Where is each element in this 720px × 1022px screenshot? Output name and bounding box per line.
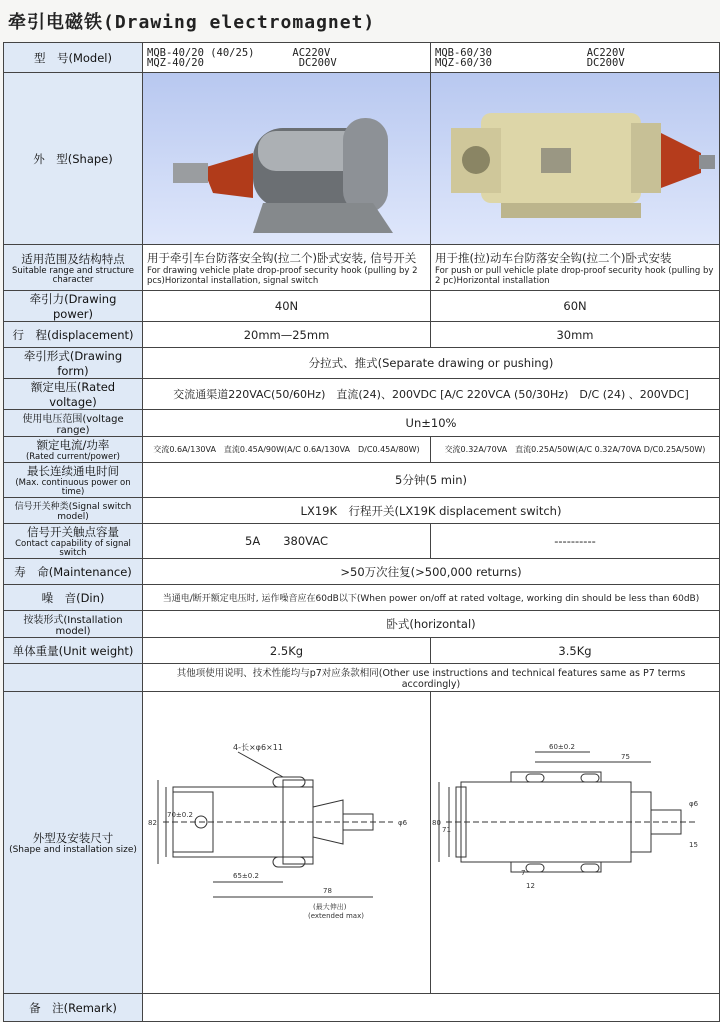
life-value: >50万次往复(>500,000 returns) xyxy=(143,559,720,585)
label-duty: 最长连续通电时间 (Max. continuous power on time) xyxy=(4,463,143,498)
dim-ext-cn: (最大伸出) xyxy=(313,903,347,911)
form-value: 分拉式、推式(Separate drawing or pushing) xyxy=(143,348,720,379)
dim-71: 71 xyxy=(442,826,451,834)
dim-holes: 4-长×φ6×11 xyxy=(233,743,283,752)
row-noise xyxy=(4,585,720,611)
power-right: 60N xyxy=(431,291,720,322)
dim-7: 7 xyxy=(521,869,526,877)
label-voltage: 额定电压(Rated voltage) xyxy=(4,379,143,410)
dim-phi6-left: φ6 xyxy=(398,819,408,827)
install-value: 卧式(horizontal) xyxy=(143,611,720,638)
switch-value: LX19K 行程开关(LX19K displacement switch) xyxy=(143,498,720,524)
row-dimensions xyxy=(4,692,720,994)
vrange-value: Un±10% xyxy=(143,410,720,437)
row-contact xyxy=(4,524,720,559)
row-displacement xyxy=(4,322,720,348)
row-vrange xyxy=(4,410,720,437)
row-weight xyxy=(4,638,720,664)
scope-left-en: For drawing vehicle plate drop-proof security hook (pulling by 2 pcs)Horizontal installation, signal switch xyxy=(147,265,418,286)
dim-70: 70±0.2 xyxy=(167,811,193,819)
row-model xyxy=(4,43,720,73)
dim-ext-en: (extended max) xyxy=(308,912,364,920)
label-displacement: 行 程(displacement) xyxy=(4,322,143,348)
photo-left xyxy=(143,73,430,244)
row-duty xyxy=(4,463,720,498)
model-left: MQB-40/20 (40/25) AC220V MQZ-40/20 DC200V xyxy=(147,46,337,69)
label-shape: 外 型(Shape) xyxy=(4,73,143,245)
noise-value: 当通电/断开额定电压时, 运作噪音应在60dB以下(When power on/off at rated voltage, working din should be less than 60dB) xyxy=(143,585,720,611)
label-power: 牵引力(Drawing power) xyxy=(4,291,143,322)
row-shape xyxy=(4,73,720,245)
dim-65: 65±0.2 xyxy=(233,872,259,880)
voltage-value: 交流通渠道220VAC(50/60Hz) 直流(24)、200VDC [A/C 220VCA (50/30Hz) D/C (24) 、200VDC] xyxy=(143,379,720,410)
remark-value xyxy=(143,994,720,1022)
contact-left: 5A 380VAC xyxy=(143,524,431,559)
power-left: 40N xyxy=(143,291,431,322)
label-install: 按装形式(Installation model) xyxy=(4,611,143,638)
contact-right: ---------- xyxy=(431,524,720,559)
dim-78: 78 xyxy=(323,887,332,895)
duty-value: 5分钟(5 min) xyxy=(143,463,720,498)
label-remark: 备 注(Remark) xyxy=(4,994,143,1022)
weight-left: 2.5Kg xyxy=(143,638,431,664)
row-install xyxy=(4,611,720,638)
dim-60: 60±0.2 xyxy=(549,743,575,751)
row-scope xyxy=(4,245,720,291)
row-remark xyxy=(4,994,720,1022)
label-switch: 信号开关种类(Signal switch model) xyxy=(4,498,143,524)
drawing-right xyxy=(431,692,719,993)
scope-right-cn: 用于推(拉)动车台防落安全钩(拉二个)卧式安装 xyxy=(435,250,672,265)
label-life: 寿 命(Maintenance) xyxy=(4,559,143,585)
row-life xyxy=(4,559,720,585)
dim-80: 80 xyxy=(432,819,441,827)
spec-table xyxy=(3,42,720,1022)
label-dimensions: 外型及安装尺寸 (Shape and installation size) xyxy=(4,692,143,994)
other-value: 其他项使用说明、技术性能均与p7对应条款相同(Other use instructions and technical features same as P7 terms accordingly) xyxy=(143,664,720,692)
dim-12: 12 xyxy=(526,882,535,890)
drawing-left xyxy=(143,692,430,993)
displacement-left: 20mm—25mm xyxy=(143,322,431,348)
model-right: MQB-60/30 AC220V MQZ-60/30 DC200V xyxy=(435,46,625,69)
row-power xyxy=(4,291,720,322)
dim-15: 15 xyxy=(689,841,698,849)
photo-right xyxy=(431,73,719,244)
label-model: 型 号(Model) xyxy=(4,43,143,73)
label-vrange: 使用电压范围(voltage range) xyxy=(4,410,143,437)
scope-right-en: For push or pull vehicle plate drop-proof security hook (pulling by 2 pc)Horizontal installation xyxy=(435,265,714,286)
label-weight: 单体重量(Unit weight) xyxy=(4,638,143,664)
label-noise: 噪 音(Din) xyxy=(4,585,143,611)
row-other xyxy=(4,664,720,692)
label-scope: 适用范围及结构特点 Suitable range and structure character xyxy=(4,245,143,291)
row-switch xyxy=(4,498,720,524)
page-title: 牵引电磁铁(Drawing electromagnet) xyxy=(8,12,376,33)
label-current: 额定电流/功率 (Rated current/power) xyxy=(4,437,143,463)
label-form: 牵引形式(Drawing form) xyxy=(4,348,143,379)
weight-right: 3.5Kg xyxy=(431,638,720,664)
current-right: 交流0.32A/70VA 直流0.25A/50W(A/C 0.32A/70VA D/C0.25A/50W) xyxy=(431,437,720,463)
row-current xyxy=(4,437,720,463)
row-voltage xyxy=(4,379,720,410)
dim-phi6-right: φ6 xyxy=(689,800,699,808)
displacement-right: 30mm xyxy=(431,322,720,348)
dim-82: 82 xyxy=(148,819,157,827)
label-contact: 信号开关触点容量 Contact capability of signal switch xyxy=(4,524,143,559)
current-left: 交流0.6A/130VA 直流0.45A/90W(A/C 0.6A/130VA D/C0.45A/80W) xyxy=(143,437,431,463)
row-form xyxy=(4,348,720,379)
dim-75: 75 xyxy=(621,753,630,761)
scope-left-cn: 用于牵引车台防落安全钩(拉二个)卧式安装, 信号开关 xyxy=(147,250,417,265)
